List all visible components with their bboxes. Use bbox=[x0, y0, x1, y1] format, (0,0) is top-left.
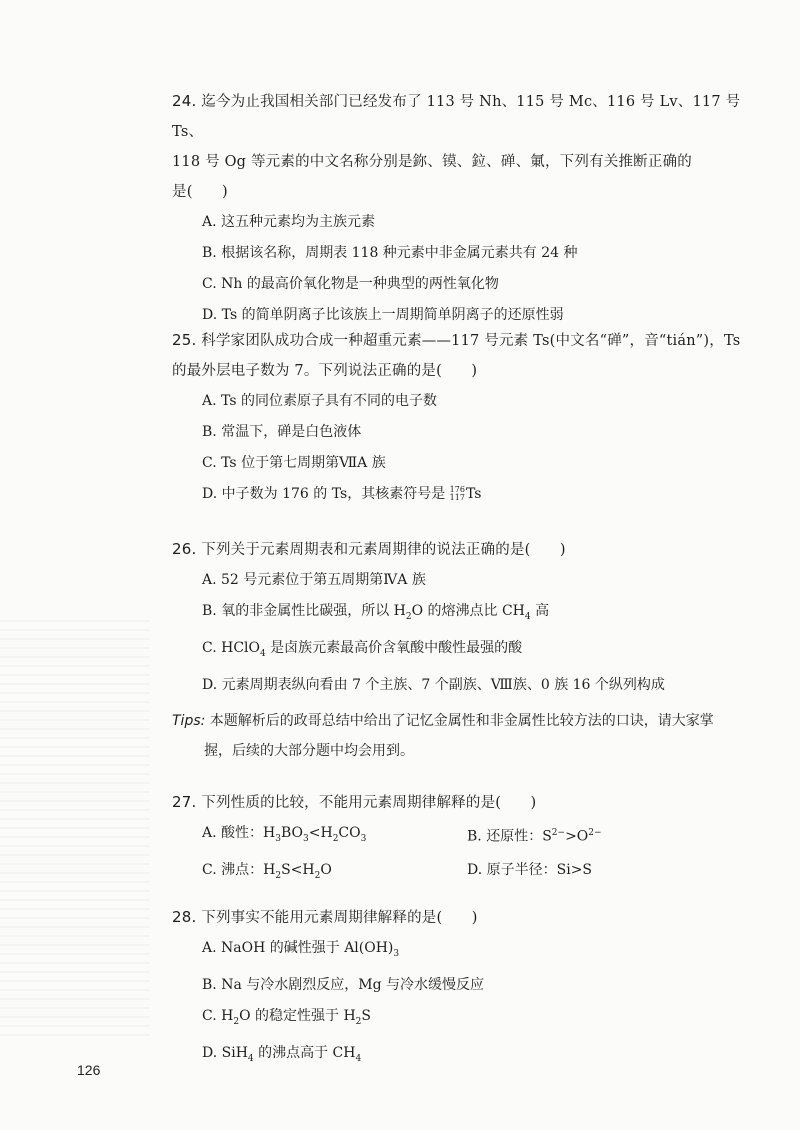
option-c: C. $H_2O$ 的稳定性强于 $H_2S$ bbox=[202, 1007, 371, 1027]
option-a: A. 这五种元素均为主族元素 bbox=[202, 214, 376, 230]
option-a: A. 酸性：$H_3BO_3<H_2CO_3$ bbox=[202, 825, 367, 844]
stem-line: 是( ) bbox=[172, 184, 228, 200]
tips-label: Tips: bbox=[172, 713, 206, 729]
question-number: 28. bbox=[172, 908, 197, 926]
option-d: D. 中子数为 176 的 Ts，其核素符号是 176 117 Ts bbox=[202, 485, 482, 502]
question-27-stem: 27. 下列性质的比较，不能用元素周期律解释的是( ) bbox=[172, 793, 537, 811]
stem-line: 118 号 Og 等元素的中文名称分别是鉨、镆、鉝、䃅、氭，下列有关推断正确的 bbox=[172, 154, 692, 170]
question-24 bbox=[172, 86, 772, 331]
options-row-cd bbox=[172, 855, 772, 892]
option-c: C. 沸点：$H_2S<H_2O$ bbox=[202, 861, 332, 881]
tips-note: Tips: 本题解析后的政哥总结中给出了记忆金属性和非金属性比较方法的口诀，请大家掌 握，后续的大部分题中均会用到。 bbox=[172, 713, 714, 759]
question-28 bbox=[172, 902, 772, 1074]
question-26 bbox=[172, 534, 772, 701]
option-c: C. HClO$_4$ 是卤族元素最高价含氧酸中酸性最强的酸 bbox=[202, 639, 523, 659]
question-28-stem: 28. 下列事实不能用元素周期律解释的是( ) bbox=[172, 908, 478, 926]
option-d: D. SiH$_4$ 的沸点高于 $CH_4$ bbox=[202, 1044, 362, 1064]
option-c: C. Ts 位于第七周期第ⅦA 族 bbox=[202, 455, 386, 471]
option-d: D. 原子半径：Si>S bbox=[467, 861, 593, 878]
option-b: B. 氧的非金属性比碳强，所以 $H_2O$ 的熔沸点比 $CH_4$ 高 bbox=[202, 603, 550, 622]
stem-line: 科学家团队成功合成一种超重元素——117 号元素 Ts(中文名“䃅”，音“tián”)，Ts bbox=[201, 333, 741, 349]
option-c: C. Nh 的最高价氧化物是一种典型的两性氧化物 bbox=[202, 276, 499, 292]
option-a: A. Ts 的同位素原子具有不同的电子数 bbox=[202, 393, 437, 409]
stem-line: 的最外层电子数为 7。下列说法正确的是( ) bbox=[172, 363, 478, 379]
option-d: D. 元素周期表纵向看由 7 个主族、7 个副族、Ⅷ族、0 族 16 个纵列构成 bbox=[202, 676, 665, 693]
option-b: B. 常温下，䃅是白色液体 bbox=[202, 424, 362, 440]
question-26-stem: 26. 下列关于元素周期表和元素周期律的说法正确的是( ) bbox=[172, 540, 566, 558]
question-25 bbox=[172, 325, 772, 510]
question-27 bbox=[172, 787, 772, 892]
question-24-stem bbox=[172, 86, 772, 207]
question-number: 25. bbox=[172, 331, 197, 349]
question-number: 27. bbox=[172, 793, 197, 811]
question-number: 24. bbox=[172, 92, 197, 110]
page-shadow bbox=[0, 620, 150, 1040]
question-25-stem bbox=[172, 325, 772, 386]
page-number: 126 bbox=[77, 1062, 101, 1078]
options-row-ab bbox=[172, 818, 772, 855]
option-b: B. 根据该名称，周期表 118 种元素中非金属元素共有 24 种 bbox=[202, 245, 578, 261]
option-d: D. Ts 的简单阴离子比该族上一周期简单阴离子的还原性弱 bbox=[202, 307, 564, 323]
option-b: B. Na 与冷水剧烈反应，Mg 与冷水缓慢反应 bbox=[202, 976, 484, 993]
stem-line: 迄今为止我国相关部门已经发布了 113 号 Nh、115 号 Mc、116 号 Lv、117 号 Ts、 bbox=[172, 94, 741, 140]
option-b: B. 还原性：$S^{2-}>O^{2-}$ bbox=[467, 828, 602, 845]
option-a: A. NaOH 的碱性强于 $Al(OH)_3$ bbox=[202, 940, 400, 959]
question-number: 26. bbox=[172, 540, 197, 558]
option-a: A. 52 号元素位于第五周期第ⅣA 族 bbox=[202, 572, 426, 588]
nuclide-numbers: 176 117 bbox=[449, 485, 465, 502]
